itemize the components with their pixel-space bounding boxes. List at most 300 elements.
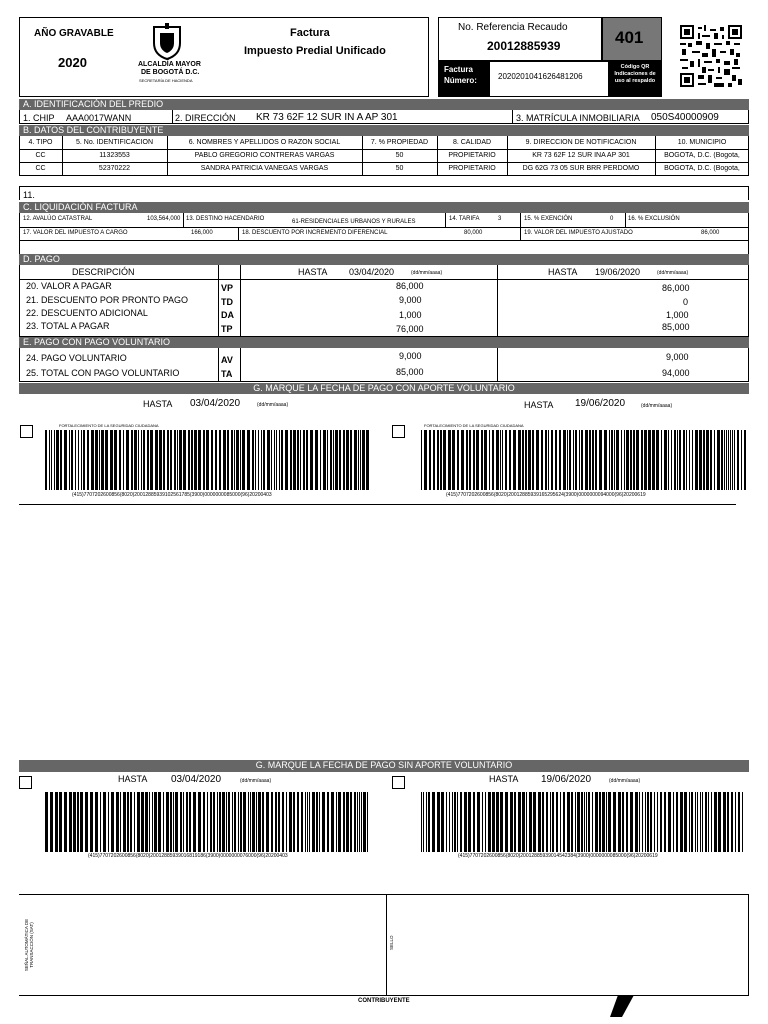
barcode-bar (166, 792, 169, 852)
barcode-bar (710, 430, 712, 490)
barcode-bar (626, 792, 628, 852)
barcode-bar (505, 430, 507, 490)
barcode-bar (528, 430, 531, 490)
barcode-bar (119, 430, 121, 490)
barcode-bar (697, 792, 698, 852)
barcode-bar (350, 430, 352, 490)
barcode-bar (240, 430, 241, 490)
barcode-bar (263, 430, 265, 490)
descuento-diferencial-label: 18. DESCUENTO POR INCREMENTO DIFERENCIAL (242, 230, 388, 236)
barcode-bar (577, 792, 580, 852)
g1-checkbox-1[interactable] (20, 425, 33, 438)
qr-code-icon[interactable] (680, 25, 742, 87)
barcode-bar (559, 430, 561, 490)
barcode-bar (742, 792, 743, 852)
barcode-bar (633, 430, 635, 490)
barcode-bar (271, 792, 273, 852)
tarifa-value: 3 (498, 216, 502, 222)
barcode-bar (581, 430, 583, 490)
barcode-bar (464, 792, 467, 852)
barcode-bar (279, 430, 280, 490)
barcode-bar (571, 792, 573, 852)
barcode-bar (741, 430, 742, 490)
barcode-bar (695, 792, 696, 852)
barcode-bar (533, 792, 536, 852)
barcode-bar (426, 792, 427, 852)
barcode-bar (621, 430, 622, 490)
barcode-bar (306, 430, 308, 490)
sello-label: SELLO (389, 935, 394, 950)
barcode-bar (437, 792, 440, 852)
barcode-bar (588, 792, 590, 852)
ref-label: No. Referencia Recaudo (458, 22, 568, 33)
barcode-bar (350, 792, 352, 852)
barcode-bar (432, 792, 435, 852)
barcode-bar (95, 792, 98, 852)
barcode-bar (552, 792, 554, 852)
b-row2-municipio: BOGOTA, D.C. (Bogota, (664, 165, 740, 172)
barcode-bar (100, 792, 101, 852)
barcode-bar (714, 792, 717, 852)
barcode-bar (536, 430, 539, 490)
barcode-bar (170, 792, 172, 852)
barcode-bar (322, 792, 325, 852)
barcode-bar (227, 430, 229, 490)
barcode-bar (207, 792, 208, 852)
barcode-bar (276, 430, 277, 490)
barcode-bar (335, 430, 338, 490)
barcode-bar (689, 430, 690, 490)
barcode-bar (141, 430, 142, 490)
barcode-bar (64, 792, 67, 852)
barcode-bar (51, 430, 52, 490)
chip-value: AAA0017WANN (66, 113, 132, 123)
chip-label: 1. CHIP (23, 113, 55, 123)
barcode-bar (711, 792, 712, 852)
barcode-bar (656, 430, 659, 490)
barcode-bar (674, 430, 676, 490)
barcode-bar (69, 430, 70, 490)
g1-caption-1: FORTALECIMIENTO DE LA SEGURIDAD CIUDADANA (59, 423, 159, 428)
barcode-bar (608, 792, 611, 852)
g2-checkbox-1[interactable] (19, 776, 32, 789)
barcode-bar (173, 792, 174, 852)
barcode-bar (193, 792, 196, 852)
barcode-bar (563, 792, 565, 852)
barcode-bar (579, 430, 580, 490)
barcode-bar (271, 430, 272, 490)
barcode-bar (496, 430, 499, 490)
barcode-bar (217, 792, 218, 852)
barcode-bar (354, 792, 356, 852)
b-row1-direccion: KR 73 62F 12 SUR INA AP 301 (532, 152, 630, 159)
section-g2-title: G. MARQUE LA FECHA DE PAGO SIN APORTE VOLUNTARIO (19, 760, 749, 772)
barcode-bar (123, 792, 126, 852)
barcode-bar (555, 430, 557, 490)
barcode-bar (489, 430, 490, 490)
barcode-bar (226, 792, 227, 852)
valor-impuesto-value: 166,000 (191, 230, 213, 236)
descuento-diferencial-value: 80,000 (464, 230, 483, 236)
barcode-bar (56, 430, 59, 490)
barcode-bar (343, 430, 345, 490)
barcode-bar (262, 792, 264, 852)
barcode-bar (238, 792, 239, 852)
barcode-bar (222, 792, 225, 852)
barcode-bar (346, 792, 349, 852)
corner-mark-icon (610, 995, 634, 1017)
valor-impuesto-label: 17. VALOR DEL IMPUESTO A CARGO (23, 230, 128, 236)
barcode-bar (203, 792, 205, 852)
barcode-bar (278, 792, 280, 852)
barcode-bar (191, 430, 193, 490)
g1-checkbox-2[interactable] (392, 425, 405, 438)
d-row4-v1: 76,000 (396, 324, 424, 334)
barcode-bar (59, 792, 62, 852)
barcode-bar (718, 792, 721, 852)
avaluo-label: 12. AVALÚO CATASTRAL (23, 216, 93, 222)
barcode-bar (599, 430, 602, 490)
factura-value: 2020201041626481206 (498, 72, 583, 81)
g1-code-2: (415)7707202600856(8020)20012885939165295624(3900)0000000094000(96)20200619 (446, 492, 646, 498)
barcode-bar (189, 792, 191, 852)
barcode-bar (642, 792, 643, 852)
barcode-bar (73, 792, 76, 852)
barcode-bar (592, 792, 593, 852)
g1-divider (19, 504, 736, 505)
barcode-bar (183, 792, 184, 852)
barcode-bar (116, 792, 119, 852)
barcode-bar (316, 792, 318, 852)
barcode-bar (99, 430, 100, 490)
barcode-bar (421, 792, 422, 852)
barcode-bar (595, 430, 597, 490)
form-code: 401 (615, 28, 644, 47)
barcode-bar (357, 792, 358, 852)
barcode-bar (457, 430, 459, 490)
barcode-bar (266, 792, 269, 852)
barcode-bar (80, 792, 83, 852)
barcode-bar (71, 430, 73, 490)
barcode-bar (421, 430, 422, 490)
barcode-bar (635, 792, 638, 852)
barcode-bar (127, 792, 129, 852)
g1-hasta-1: HASTA (143, 399, 173, 409)
barcode-bar (315, 430, 318, 490)
g2-hasta-1: HASTA (118, 774, 148, 784)
barcode-bar (167, 430, 169, 490)
barcode-bar (692, 430, 693, 490)
barcode-bar (333, 430, 334, 490)
barcode-bar (510, 792, 513, 852)
barcode-bar (717, 430, 720, 490)
barcode-bar (727, 792, 729, 852)
barcode-bar (310, 430, 313, 490)
barcode-bar (261, 430, 262, 490)
barcode-bar (668, 430, 669, 490)
barcode-bar (78, 430, 79, 490)
barcode-bar (599, 792, 601, 852)
barcode-bar (732, 430, 733, 490)
barcode-bar (654, 792, 655, 852)
barcode-bar (346, 430, 349, 490)
barcode-bar (243, 792, 246, 852)
ano-gravable-value: 2020 (58, 55, 87, 70)
d-hasta-2: HASTA (548, 267, 578, 277)
barcode-bar (639, 792, 640, 852)
barcode-bar (307, 792, 308, 852)
barcode-bar (64, 430, 67, 490)
barcode-bar (702, 792, 703, 852)
section-b-title: B. DATOS DEL CONTRIBUYENTE (19, 125, 749, 136)
e-row2-code: TA (221, 369, 233, 379)
d-row4-v2: 85,000 (662, 322, 690, 332)
b-row2-propiedad: 50 (395, 165, 404, 172)
barcode-bar (648, 430, 651, 490)
barcode-bar (492, 430, 494, 490)
barcode-bar (545, 430, 547, 490)
barcode-bar (700, 792, 701, 852)
d-date-fmt-2: (dd/mm/aaaa) (657, 270, 689, 276)
barcode-bar (338, 792, 341, 852)
barcode-bar (285, 430, 288, 490)
g2-date-fmt-2: (dd/mm/aaaa) (609, 778, 641, 784)
barcode-bar (602, 792, 605, 852)
barcode-bar (592, 430, 594, 490)
section-d-title: D. PAGO (19, 254, 749, 265)
barcode-bar (469, 430, 471, 490)
b-row2-id: 52370222 (98, 165, 131, 172)
barcode-bar (194, 430, 197, 490)
barcode-bar (525, 430, 527, 490)
barcode-bar (131, 430, 133, 490)
barcode-bar (647, 792, 649, 852)
barcode-bar (567, 792, 570, 852)
barcode-bar (303, 430, 305, 490)
barcode-bar (183, 430, 186, 490)
barcode-bar (54, 430, 55, 490)
barcode-bar (255, 430, 256, 490)
barcode-bar (367, 792, 368, 852)
barcode-bar (538, 792, 541, 852)
barcode-bar (83, 430, 85, 490)
barcode-bar (677, 430, 678, 490)
barcode-bar (689, 792, 690, 852)
barcode-bar (691, 792, 693, 852)
section-c-spacer (19, 241, 749, 254)
barcode-bar (518, 430, 521, 490)
barcode-bar (240, 792, 242, 852)
section-a-title: A. IDENTIFICACIÓN DEL PREDIO (19, 99, 749, 110)
barcode-bar (231, 430, 233, 490)
barcode-bar (256, 792, 257, 852)
barcode-bar (101, 430, 104, 490)
barcode-bar (488, 792, 491, 852)
barcode-bar (343, 792, 345, 852)
b-row2-nombre: SANDRA PATRICIA VANEGAS VARGAS (200, 165, 329, 172)
barcode-bar (143, 430, 145, 490)
barcode-bar (622, 792, 624, 852)
barcode-bar (250, 792, 251, 852)
barcode-bar (473, 792, 475, 852)
barcode-bar (134, 430, 137, 490)
b-header-calidad: 8. CALIDAD (452, 139, 492, 146)
barcode-bar (429, 430, 431, 490)
barcode-bar (206, 430, 209, 490)
barcode-bar (320, 430, 321, 490)
barcode-bar (423, 792, 424, 852)
barcode-bar (661, 430, 662, 490)
g1-date-1: 03/04/2020 (190, 398, 241, 409)
barcode-bar (550, 792, 551, 852)
barcode-bar (738, 792, 740, 852)
impuesto-ajustado-value: 86,000 (701, 230, 720, 236)
barcode-bar (45, 430, 47, 490)
barcode-bar (152, 792, 153, 852)
barcode-bar (551, 430, 553, 490)
barcode-bar (211, 430, 213, 490)
section-c-title: C. LIQUIDACIÓN FACTURA (19, 202, 749, 213)
barcode-bar (652, 430, 655, 490)
barcode-bar (454, 792, 456, 852)
d-row3-label: 22. DESCUENTO ADICIONAL (26, 308, 148, 318)
ref-value: 20012885939 (487, 39, 561, 53)
barcode-bar (460, 792, 462, 852)
matricula-value: 050S40000909 (651, 112, 719, 123)
section-e-title: E. PAGO CON PAGO VOLUNTARIO (19, 337, 749, 348)
factura-label: Factura Número: (444, 65, 477, 85)
barcode-bar (452, 430, 455, 490)
barcode-bar (297, 430, 299, 490)
d-date-1: 03/04/2020 (349, 267, 395, 277)
barcode-bar (449, 792, 450, 852)
barcode-bar (111, 792, 114, 852)
barcode-bar (645, 792, 646, 852)
barcode-bar (163, 792, 164, 852)
exclusion-label: 16. % EXCLUSIÓN (628, 216, 680, 222)
barcode-bar (281, 430, 283, 490)
barcode-bar (339, 430, 341, 490)
exencion-label: 15. % EXENCIÓN (524, 216, 573, 222)
b-row2-direccion: DG 62G 73 05 SUR BRR PERDOMO (522, 165, 640, 172)
barcode-bar (641, 430, 643, 490)
barcode-bar (305, 792, 306, 852)
barcode-bar (616, 430, 619, 490)
barcode-bar (60, 430, 62, 490)
barcode-bar (198, 792, 201, 852)
b-row1-id: 11323553 (99, 152, 130, 159)
b-header-nombres: 6. NOMBRES Y APELLIDOS O RAZÓN SOCIAL (188, 139, 341, 146)
dir-value: KR 73 62F 12 SUR IN A AP 301 (256, 112, 398, 123)
barcode-bar (695, 430, 698, 490)
barcode-bar (123, 430, 124, 490)
barcode-bar (706, 430, 709, 490)
e-row2-v1: 85,000 (396, 367, 424, 377)
d-row3-v2: 1,000 (666, 310, 689, 320)
barcode-bar (569, 430, 571, 490)
barcode-bar (611, 430, 613, 490)
b-row1-tipo: CC (35, 152, 46, 159)
barcode-bar (361, 792, 362, 852)
b-header-tipo: 4. TIPO (28, 139, 53, 146)
barcode-bar (513, 430, 516, 490)
d-row2-v2: 0 (683, 297, 689, 307)
barcode-bar (75, 430, 76, 490)
barcode-bar (55, 792, 58, 852)
barcode-bar (679, 430, 681, 490)
barcode-bar (452, 792, 453, 852)
barcode-bar (636, 430, 639, 490)
barcode-bar (45, 792, 48, 852)
barcode-bar (327, 792, 329, 852)
barcode-bar (721, 430, 723, 490)
g1-date-2: 19/06/2020 (575, 398, 626, 409)
barcode-bar (87, 430, 89, 490)
barcode-bar (137, 792, 140, 852)
barcode-bar (366, 430, 369, 490)
b-row2-tipo: CC (35, 165, 46, 172)
d-hasta-1: HASTA (298, 267, 328, 277)
barcode-bar (424, 430, 427, 490)
barcode-bar (522, 792, 525, 852)
barcode-bar (446, 792, 447, 852)
barcode-bar (158, 792, 161, 852)
barcode-bar (560, 792, 561, 852)
b-row2-calidad: PROPIETARIO (448, 165, 496, 172)
barcode-bar (95, 430, 98, 490)
barcode-bar (105, 430, 108, 490)
barcode-bar (360, 430, 361, 490)
barcode-bar (147, 430, 149, 490)
barcode-bar (676, 792, 678, 852)
barcode-bar (473, 430, 475, 490)
barcode-bar (575, 430, 577, 490)
bogota-crest-icon (150, 23, 184, 61)
barcode-bar (448, 430, 451, 490)
g2-checkbox-2[interactable] (392, 776, 405, 789)
e-row1-v2: 9,000 (666, 352, 689, 362)
barcode-bar (203, 430, 205, 490)
d-row3-code: DA (221, 310, 234, 320)
barcode-bar (149, 792, 150, 852)
barcode-bar (223, 430, 226, 490)
barcode-bar (155, 430, 158, 490)
barcode-bar (589, 430, 591, 490)
stamp-label: SEÑAL AUTOMÁTICA DE TRANSACCIÓN (SAT) (24, 918, 34, 972)
barcode-bar (586, 792, 587, 852)
qr-caption: Código QR Indicaciones de uso al respaldo (614, 64, 656, 84)
barcode-bar (354, 430, 357, 490)
section-g1-title: G. MARQUE LA FECHA DE PAGO CON APORTE VOLUNTARIO (19, 383, 749, 394)
barcode-bar (134, 792, 135, 852)
g2-date-2: 19/06/2020 (541, 774, 592, 785)
barcode-bar (673, 792, 674, 852)
barcode-bar (252, 792, 255, 852)
e-row1-code: AV (221, 355, 233, 365)
b-header-propiedad: 7. % PROPIEDAD (370, 139, 429, 146)
barcode-bar (248, 792, 249, 852)
barcode-bar (624, 430, 625, 490)
barcode-bar (215, 430, 217, 490)
barcode-bar (91, 430, 94, 490)
barcode-bar (705, 792, 707, 852)
d-row2-code: TD (221, 297, 233, 307)
barcode-bar (584, 792, 585, 852)
barcode-bar (297, 792, 299, 852)
barcode-bar (730, 430, 731, 490)
barcode-bar (650, 792, 652, 852)
barcode-bar (198, 430, 201, 490)
